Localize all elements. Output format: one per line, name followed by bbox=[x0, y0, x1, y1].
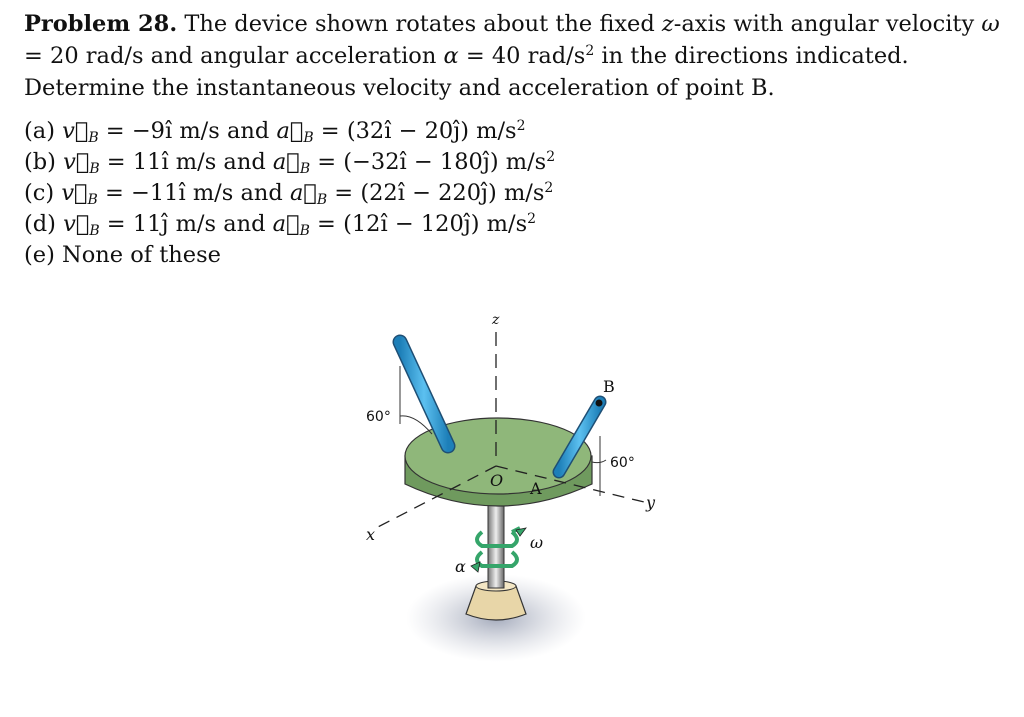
x-axis-label: x bbox=[366, 525, 376, 544]
point-B-label: B bbox=[603, 377, 615, 396]
choice-letter: (a) bbox=[24, 118, 55, 144]
acceleration-value: (22î − 220ĵ) m/s bbox=[360, 180, 545, 206]
velocity-value: −11î m/s bbox=[131, 180, 234, 206]
choice-letter: (c) bbox=[24, 180, 55, 206]
acceleration-symbol: $a⃗_B$ bbox=[272, 211, 310, 239]
velocity-value: 11ĵ m/s bbox=[132, 211, 217, 237]
acceleration-symbol: $a⃗_B$ bbox=[272, 149, 311, 177]
omega-label: ω bbox=[530, 533, 544, 552]
omega-symbol: ω bbox=[981, 11, 1000, 37]
z-axis-label: z bbox=[492, 312, 500, 328]
acceleration-exponent: 2 bbox=[544, 180, 554, 196]
velocity-symbol: $v⃗_B$ bbox=[61, 180, 98, 208]
problem-text-end: in the directions indicated. Determine the instantaneous velocity and acceleration of point B. bbox=[24, 43, 909, 101]
acceleration-symbol: $a⃗_B$ bbox=[276, 118, 314, 146]
choice-conjunction: and bbox=[226, 118, 270, 144]
acceleration-exponent: 2 bbox=[516, 118, 526, 134]
acceleration-exponent: 2 bbox=[546, 149, 556, 165]
device-diagram bbox=[330, 296, 690, 716]
problem-statement bbox=[24, 8, 1009, 104]
choice-conjunction: and bbox=[240, 180, 283, 206]
omega-value: = 20 rad/s and angular acceleration bbox=[24, 43, 444, 69]
choice-letter: (d) bbox=[24, 211, 56, 237]
origin-label: O bbox=[490, 471, 504, 490]
choice-a: (a) $v⃗_B$ = −9î m/s and $a⃗_B$ = (32î − 20ĵ) $m/s^2$ bbox=[24, 118, 526, 146]
acceleration-value: (12î − 120ĵ) m/s bbox=[343, 211, 528, 237]
velocity-value: −9î m/s bbox=[131, 118, 220, 144]
choice-d: (d) $v⃗_B$ = 11ĵ m/s and $a⃗_B$ = (12î − 120ĵ) $m/s^2$ bbox=[24, 211, 537, 239]
point-B bbox=[596, 400, 603, 407]
velocity-symbol: $v⃗_B$ bbox=[63, 149, 100, 177]
choice-e bbox=[24, 240, 555, 271]
right-angle-arc bbox=[592, 460, 606, 463]
device-figure bbox=[330, 296, 690, 716]
choice-conjunction: and bbox=[223, 149, 266, 175]
left-angle-label: 60° bbox=[366, 409, 391, 425]
velocity-symbol: $v⃗_B$ bbox=[62, 118, 99, 146]
alpha-value: = 40 rad/s bbox=[458, 43, 586, 69]
choice-letter: (b) bbox=[24, 149, 56, 175]
acceleration-exponent: 2 bbox=[527, 211, 537, 227]
y-axis-label: y bbox=[646, 493, 656, 512]
left-rod bbox=[400, 342, 448, 446]
shaft bbox=[488, 496, 504, 588]
axis-variable: z bbox=[661, 11, 674, 37]
answer-choices bbox=[24, 116, 555, 271]
acceleration-value: (32î − 20ĵ) m/s bbox=[346, 118, 517, 144]
problem-text-start: The device shown rotates about the fixed bbox=[184, 11, 655, 37]
point-A-label: A bbox=[530, 479, 542, 498]
velocity-value: 11î m/s bbox=[132, 149, 217, 175]
alpha-arrow bbox=[471, 562, 480, 572]
problem-text-mid: -axis with angular velocity bbox=[673, 11, 975, 37]
velocity-symbol: $v⃗_B$ bbox=[63, 211, 100, 239]
problem-number: Problem 28. bbox=[24, 11, 178, 37]
acceleration-symbol: $a⃗_B$ bbox=[289, 180, 328, 208]
right-angle-label: 60° bbox=[610, 455, 635, 471]
choice-text: None of these bbox=[62, 242, 221, 268]
choice-c: (c) $v⃗_B$ = −11î m/s and $a⃗_B$ = (22î − 220ĵ) $m/s^2$ bbox=[24, 180, 554, 208]
alpha-symbol: α bbox=[443, 43, 459, 69]
alpha-unit-exponent: 2 bbox=[585, 43, 595, 59]
acceleration-value: (−32î − 180ĵ) m/s bbox=[343, 149, 547, 175]
choice-b: (b) $v⃗_B$ = 11î m/s and $a⃗_B$ = (−32î − 180ĵ) $m/s^2$ bbox=[24, 149, 556, 177]
choice-conjunction: and bbox=[223, 211, 266, 237]
choice-letter: (e) bbox=[24, 242, 55, 268]
alpha-label: α bbox=[455, 557, 466, 576]
